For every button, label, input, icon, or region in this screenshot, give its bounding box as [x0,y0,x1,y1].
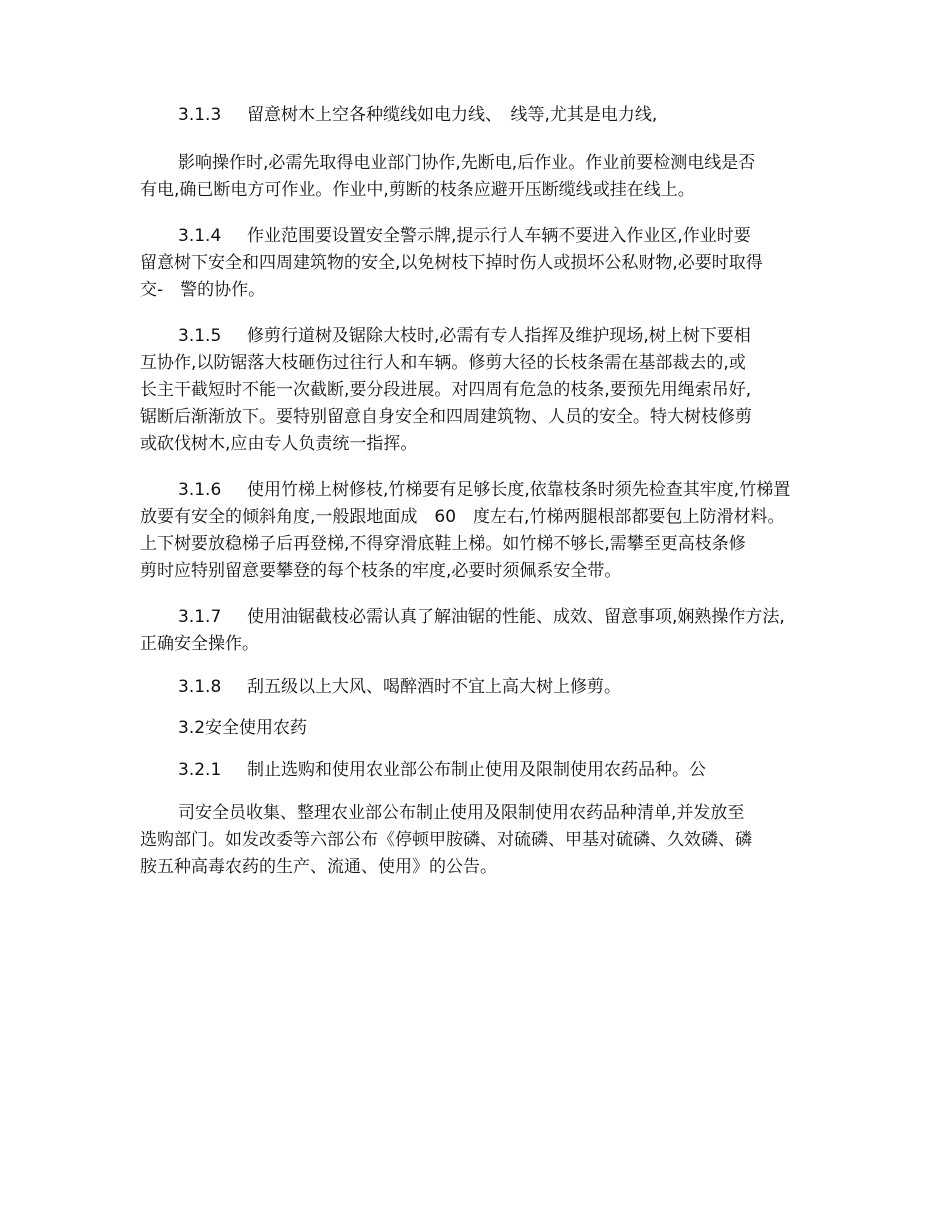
section-number: 3.1.7 [178,607,222,627]
section-number: 3.1.6 [178,480,222,500]
paragraph-3-2-1-continued [140,800,812,881]
text-line: 或砍伐树木,应由专人负责统一指挥。 [140,434,418,454]
section-number: 3.2.1 [178,760,222,780]
text-line: 制止选购和使用农业部公布制止使用及限制使用农药品种。公 [247,760,706,780]
paragraph-3-2-1 [140,757,812,784]
text-line: 长主干截短时不能一次截断,要分段进展。对四周有危急的枝条,要预先用绳索吊好, [140,380,752,400]
paragraph-3-1-3 [140,102,812,129]
text-line: 使用竹梯上树修枝,竹梯要有足够长度,依靠枝条时须先检查其牢度,竹梯置 [247,480,791,500]
text-line: 刮五级以上大风、喝醉酒时不宜上高大树上修剪。 [247,677,621,697]
paragraph-3-1-3-continued [140,150,812,204]
section-number: 3.1.4 [178,226,222,246]
text-line: 作业范围要设置安全警示牌,提示行人车辆不要进入作业区,作业时要 [247,226,751,246]
text-line: 锯断后渐渐放下。要特别留意自身安全和四周建筑物、人员的安全。特大树枝修剪 [140,407,752,427]
paragraph-3-1-4 [140,223,812,304]
paragraph-3-1-7 [140,604,812,658]
text-line: 司安全员收集、整理农业部公布制止使用及限制使用农药品种清单,并发放至 [178,803,745,823]
text-line: 放要有安全的倾斜角度,一般跟地面成 60 度左右,竹梯两腿根部都要包上防滑材料。 [140,507,785,527]
text-line: 留意树木上空各种缆线如电力线、 线等,尤其是电力线, [247,105,658,125]
text-line: 上下树要放稳梯子后再登梯,不得穿滑底鞋上梯。如竹梯不够长,需攀至更高枝条修 [140,534,746,554]
text-line: 剪时应特别留意要攀登的每个枝条的牢度,必要时须佩系安全带。 [140,561,622,581]
section-number: 3.1.5 [178,326,222,346]
text-line: 有电,确已断电方可作业。作业中,剪断的枝条应避开压断缆线或挂在线上。 [140,180,695,200]
text-line: 互协作,以防锯落大枝砸伤过往行人和车辆。修剪大径的长枝条需在基部裁去的,或 [140,353,746,373]
paragraph-3-1-8 [140,674,812,701]
text-line: 修剪行道树及锯除大枝时,必需有专人指挥及维护现场,树上树下要相 [247,326,751,346]
text-line: 使用油锯截枝必需认真了解油锯的性能、成效、留意事项,娴熟操作方法, [247,607,785,627]
text-line: 选购部门。如发改委等六部公布《停顿甲胺磷、对硫磷、甲基对硫磷、久效磷、磷 [140,830,752,850]
text-line: 交- 警的协作。 [140,280,266,300]
section-number: 3.1.3 [178,105,222,125]
text-line: 胺五种高毒农药的生产、流通、使用》的公告。 [140,857,497,877]
text-line: 正确安全操作。 [140,634,259,654]
paragraph-3-1-5 [140,323,812,458]
section-number: 3.1.8 [178,677,222,697]
text-line: 留意树下安全和四周建筑物的安全,以免树枝下掉时伤人或损坏公私财物,必要时取得 [140,253,763,273]
section-heading-3-2 [140,715,812,742]
paragraph-3-1-6 [140,477,812,585]
text-line: 影响操作时,必需先取得电业部门协作,先断电,后作业。作业前要检测电线是否 [178,153,756,173]
text-line: 3.2安全使用农药 [178,718,308,738]
